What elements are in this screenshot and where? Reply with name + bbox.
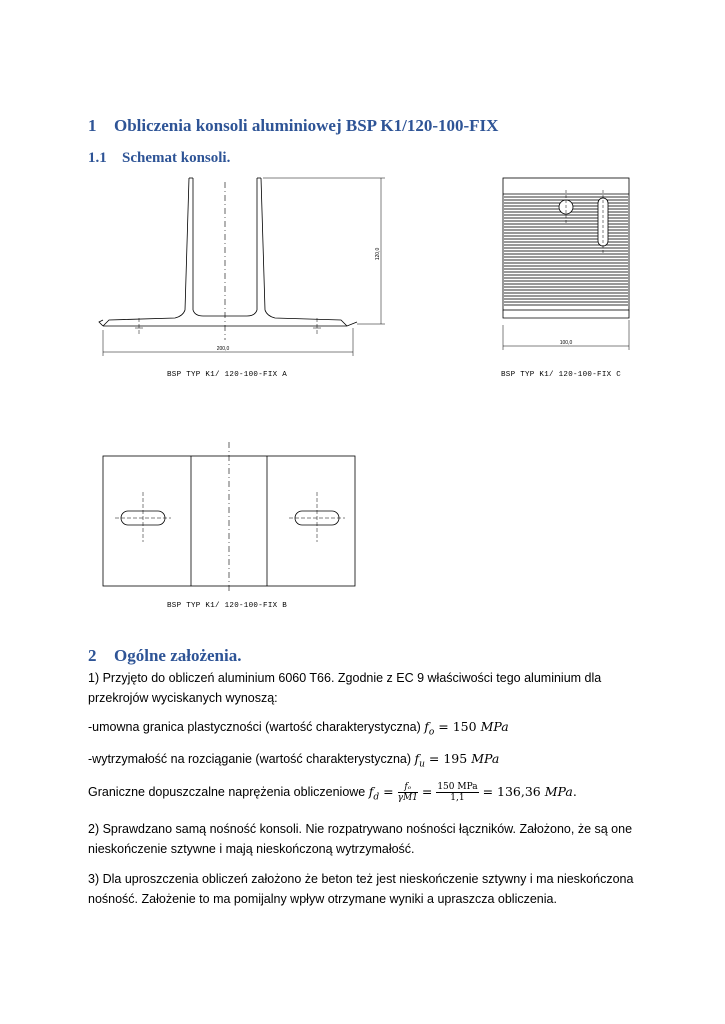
dim-width-c: 100,0 — [559, 340, 573, 346]
section-number: 2 — [88, 646, 97, 665]
result: = 136,36 — [478, 784, 545, 799]
unit: MPa — [544, 784, 573, 799]
paragraph-1: 1) Przyjęto do obliczeń aluminium 6060 T66. Zgodnie z EC 9 właściwości tego aluminium dla przekrojów wyciskanych wynoszą: — [88, 671, 602, 705]
section-title: Obliczenia konsoli aluminiowej BSP K1/120-100-FIX — [114, 116, 499, 135]
section-number: 1 — [88, 116, 97, 135]
denominator: γM1 — [397, 793, 418, 804]
drawing-a-t-profile — [95, 170, 390, 365]
text: Graniczne dopuszczalne naprężenia obliczeniowe — [88, 785, 369, 799]
drawing-c-ribbed-view — [497, 170, 637, 355]
period: . — [572, 784, 577, 799]
line-yield-strength — [88, 717, 648, 743]
value: = 150 — [434, 719, 481, 734]
caption-drawing-c: BSP TYP K1/ 120-100-FIX C — [501, 371, 622, 379]
numerator: 150 MPa — [437, 782, 478, 793]
subsection-number: 1.1 — [88, 150, 107, 166]
symbol: f — [424, 719, 429, 734]
equals: = — [379, 784, 398, 799]
subscript: o — [428, 727, 435, 738]
value: = 195 — [424, 751, 472, 766]
fraction-2 — [436, 782, 478, 803]
caption-drawing-b: BSP TYP K1/ 120-100-FIX B — [167, 602, 288, 610]
symbol: f — [368, 784, 374, 799]
subscript: d — [373, 792, 380, 803]
section-heading-2 — [88, 646, 241, 666]
symbol: f — [414, 751, 420, 766]
subscript: u — [419, 759, 425, 770]
dim-width-a: 200,0 — [216, 346, 230, 352]
equals: = — [417, 784, 437, 799]
numerator: fₒ — [398, 782, 418, 793]
paragraph-3: 3) Dla uproszczenia obliczeń założono że beton też jest nieskończenie sztywny i ma nieskończona nośność. Założenie to ma pomijalny wpływ otrzymane wyniki a upraszcza obliczenia. — [88, 872, 634, 906]
line-design-stress — [88, 782, 648, 808]
section-heading-1 — [88, 116, 498, 136]
section-title: Ogólne założenia. — [114, 646, 242, 665]
subsection-heading-1-1 — [88, 150, 230, 167]
text: -wytrzymałość na rozciąganie (wartość charakterystyczna) — [88, 752, 415, 766]
unit: MPa — [480, 719, 509, 734]
dim-height-a: 120,0 — [375, 247, 381, 261]
drawing-b-top-view — [95, 438, 380, 598]
text: -umowna granica plastyczności (wartość charakterystyczna) — [88, 720, 425, 734]
fraction-1 — [398, 782, 418, 803]
unit: MPa — [471, 751, 500, 766]
paragraph-2: 2) Sprawdzano samą nośność konsoli. Nie rozpatrywano nośności łączników. Założono, że są one nieskończenie sztywne i mają nieskończoną wytrzymałość. — [88, 822, 633, 856]
denominator: 1,1 — [450, 793, 465, 804]
caption-drawing-a: BSP TYP K1/ 120-100-FIX A — [167, 371, 288, 379]
line-tensile-strength — [88, 749, 648, 775]
subsection-title: Schemat konsoli. — [122, 150, 231, 166]
